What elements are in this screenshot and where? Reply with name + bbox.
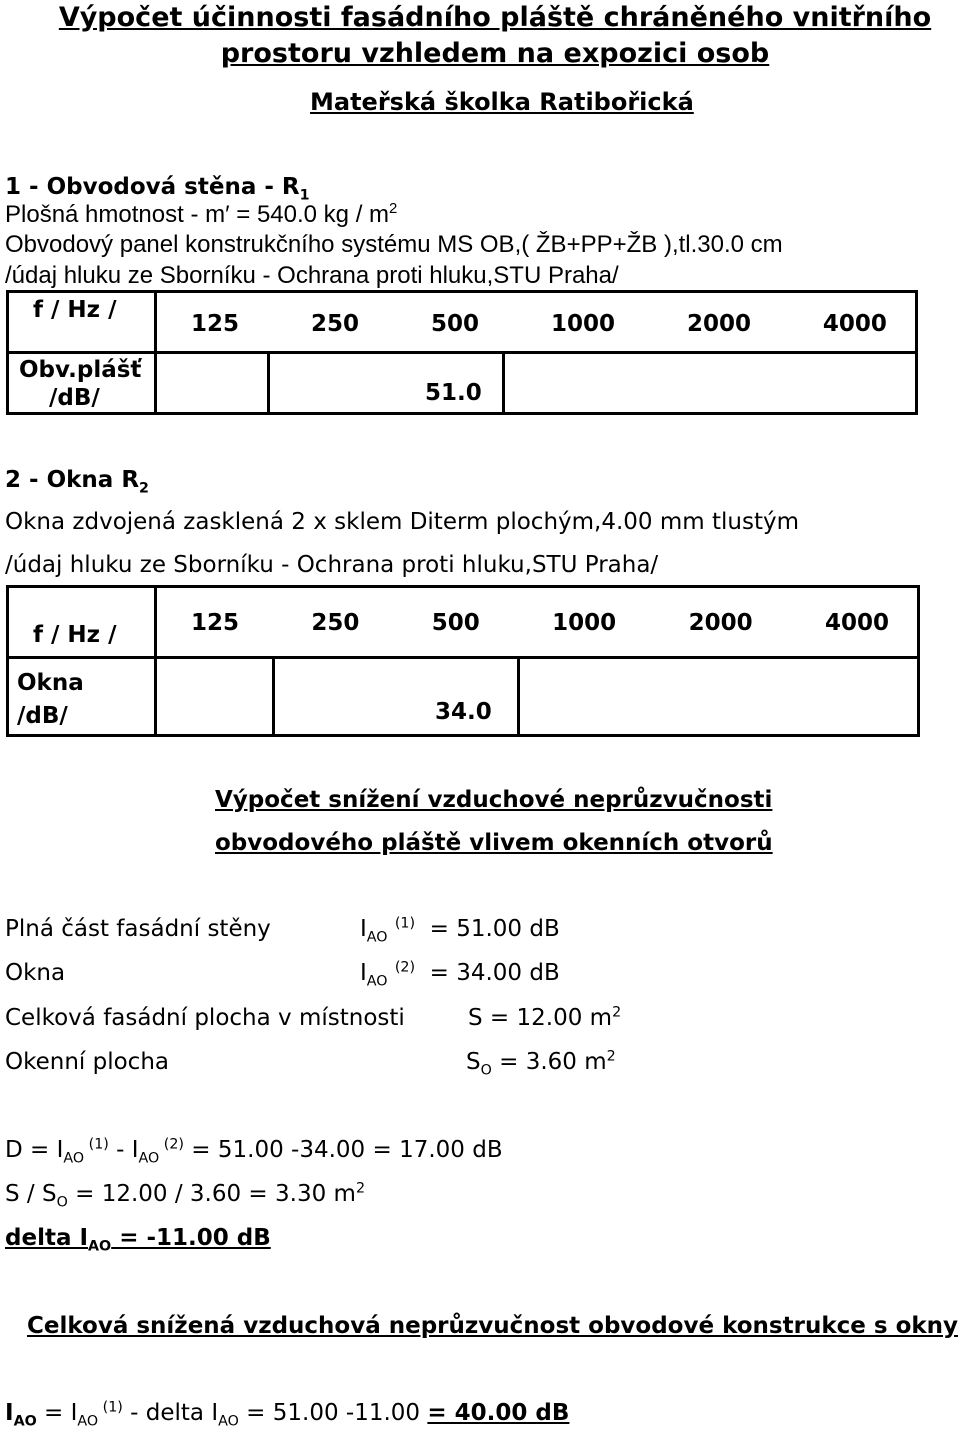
table-windows-freq-cell [156,587,919,658]
table-windows-freq-label: f / Hz / [33,622,117,648]
table-facade-frequencies [157,293,915,337]
final-result: = 40.00 dB [427,1400,570,1426]
param-window-label: Okna [5,960,66,986]
freq-4000: 4000 [824,610,889,636]
section1-mass: Plošná hmotnost - m′ = 540.0 kg / $m^2$ [5,201,398,228]
table-facade-value: 51.0 [425,380,482,406]
table-facade-empty-cell [156,353,269,414]
table-facade [6,290,918,415]
param-window-area-value: $S_O = 3.60$ $m^2$ [466,1048,616,1079]
section1-source: /údaj hluku ze Sborníku - Ochrana proti hluku,STU Praha/ [5,262,619,289]
param-window-formula: $I_{AO}$ $^{(2)}$ = 34.00 dB [360,959,560,990]
formula-s-ratio: $S / S_O = 12.00 / 3.60 = 3.30$ $m^2$ [5,1180,366,1211]
table-windows-empty-cell-2 [519,658,919,736]
freq-1000: 1000 [550,311,615,337]
table-windows-value: 34.0 [435,699,492,725]
formula-delta: delta $I_{AO} = -11.00$ dB [5,1225,271,1255]
freq-125: 125 [191,311,240,337]
freq-250: 250 [310,311,359,337]
table-facade-freq-label-cell [8,292,156,353]
freq-2000: 2000 [686,311,751,337]
param-solid-formula: $I_{AO}$ $^{(1)}$ = 51.00 dB [360,915,560,946]
final-heading: Celková snížená vzduchová neprůzvučnost obvodové konstrukce s okny [27,1313,959,1339]
table-facade-value-cell [269,353,504,414]
calc-heading-line1: Výpočet snížení vzduchové neprůzvučnosti [215,787,773,813]
param-area-label: Celková fasádní plocha v místnosti [5,1005,405,1031]
section1-panel-desc: Obvodový panel konstrukčního systému MS OB,( ŽB+PP+ŽB ),tl.30.0 cm [5,231,783,258]
param-solid-label: Plná část fasádní stěny [5,916,271,942]
table-facade-empty-cell-2 [504,353,917,414]
page-title-line2: prostoru vzhledem na expozici osob [220,38,770,69]
section2-desc: Okna zdvojená zasklená 2 x sklem Diterm plochým,4.00 mm tlustým [5,509,799,535]
table-windows-value-cell [274,658,519,736]
page-title-line1: Výpočet účinnosti fasádního pláště chráněného vnitřního [58,2,932,33]
formula-d: $D = I_{AO}$ $^{(1)} - I_{AO}$ $^{(2)}$ = 51.00 -34.00 = 17.00 dB [5,1136,503,1167]
table-facade-row-label: Obv.plášť /dB/ [19,357,142,411]
table-facade-row-label-cell [8,353,156,414]
param-window-area-label: Okenní plocha [5,1049,169,1075]
freq-2000: 2000 [688,610,753,636]
section1-heading: 1 - Obvodová stěna - $R_1$ [5,174,310,204]
table-windows-frequencies [157,588,917,636]
calc-heading-line2: obvodového pláště vlivem okenních otvorů [215,830,773,856]
freq-250: 250 [311,610,360,636]
page-subtitle: Mateřská školka Ratibořická [310,88,694,116]
param-area-value: S = 12.00 $m^2$ [468,1004,622,1031]
freq-4000: 4000 [822,311,887,337]
table-windows-freq-label-cell [8,587,156,658]
table-windows-empty-cell [156,658,274,736]
freq-500: 500 [431,610,480,636]
table-windows [6,585,920,737]
section2-source: /údaj hluku ze Sborníku - Ochrana proti hluku,STU Praha/ [5,552,659,578]
section2-heading: 2 - Okna $R_2$ [5,467,149,497]
freq-125: 125 [191,610,240,636]
freq-1000: 1000 [552,610,617,636]
freq-500: 500 [430,311,479,337]
table-windows-row-label: Okna /dB/ [17,670,84,729]
table-windows-row-label-cell [8,658,156,736]
table-facade-freq-cell [156,292,917,353]
final-formula: $I_{AO} = I_{AO}$ $^{(1)}$ - delta $I_{AO} = 51.00$ -11.00 = 40.00 dB [5,1399,570,1430]
table-facade-freq-label: f / Hz / [33,297,117,323]
